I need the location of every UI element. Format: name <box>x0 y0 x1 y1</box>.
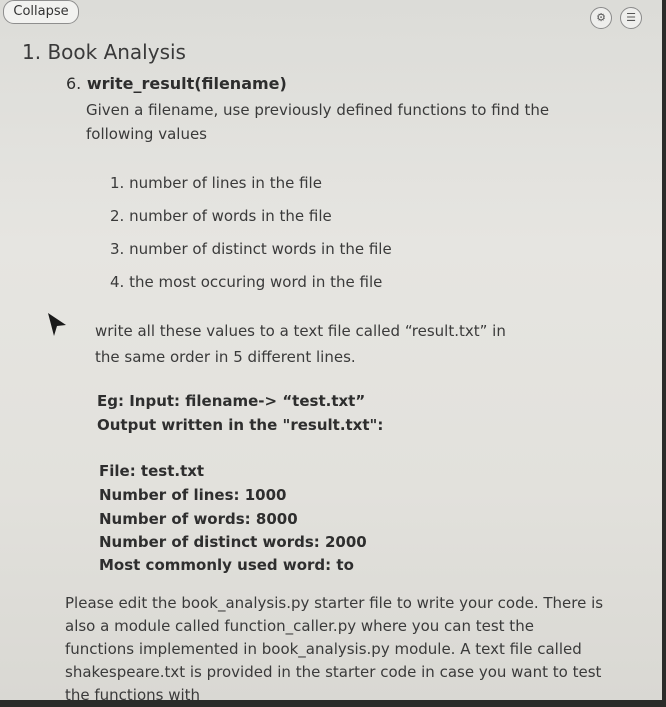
list-icon[interactable]: ☰ <box>620 7 642 29</box>
collapse-button[interactable]: Collapse <box>3 0 79 24</box>
top-bar <box>0 0 662 34</box>
output-line: Number of lines: 1000 <box>99 486 287 504</box>
write-instruction: write all these values to a text file called “result.txt” in the same order in 5 different lines. <box>95 322 506 366</box>
list-item: 3. number of distinct words in the file <box>110 240 392 258</box>
function-heading <box>66 74 287 93</box>
gear-icon[interactable]: ⚙ <box>590 7 612 29</box>
output-line: Most commonly used word: to <box>99 556 354 574</box>
list-item: 4. the most occuring word in the file <box>110 273 383 291</box>
list-item: 1. number of lines in the file <box>110 174 322 192</box>
example-input: Eg: Input: filename-> “test.txt” <box>97 392 366 410</box>
output-line: File: test.txt <box>99 462 205 480</box>
mouse-cursor-icon <box>46 312 68 338</box>
page-title: 1. Book Analysis <box>22 40 186 64</box>
intro-text: Given a filename, use previously defined functions to find the following values <box>86 101 550 143</box>
function-number: 6. <box>66 74 82 93</box>
example-output-heading: Output written in the "result.txt": <box>97 416 384 434</box>
output-line: Number of words: 8000 <box>99 510 298 528</box>
list-item: 2. number of words in the file <box>110 207 332 225</box>
output-line: Number of distinct words: 2000 <box>99 533 367 551</box>
function-name: write_result(filename) <box>86 74 287 93</box>
footer-instructions: Please edit the book_analysis.py starter file to write your code. There is also a module called function_caller.py where you can test the functions implemented in book_analysis.py module. A text file called shakespeare.txt is provided in the starter code in case you want to test the functions with <box>65 594 604 704</box>
